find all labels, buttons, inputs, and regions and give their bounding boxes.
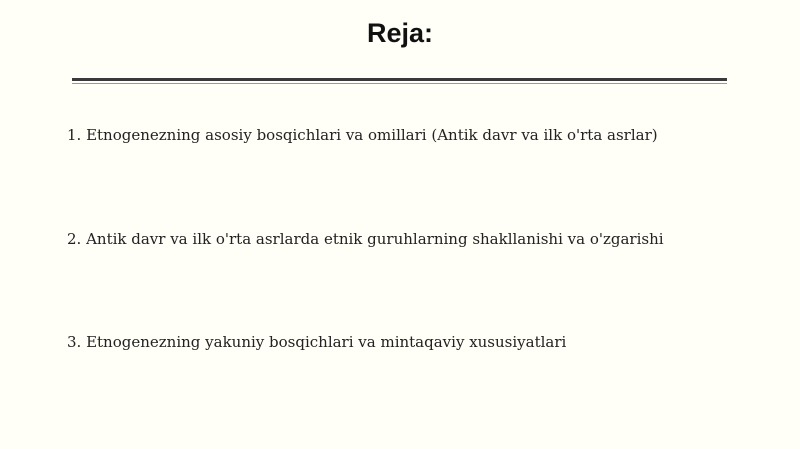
plan-item-1: 1. Etnogenezning asosiy bosqichlari va omillari (Antik davr va ilk o'rta asrlar) [67, 126, 658, 144]
plan-item-3: 3. Etnogenezning yakuniy bosqichlari va mintaqaviy xususiyatlari [67, 333, 567, 351]
plan-item-2: 2. Antik davr va ilk o'rta asrlarda etnik guruhlarning shakllanishi va o'zgarishi [67, 230, 664, 248]
title-divider-thin [72, 83, 727, 84]
slide-title: Reja: [366, 18, 434, 48]
title-divider-thick [72, 78, 727, 81]
